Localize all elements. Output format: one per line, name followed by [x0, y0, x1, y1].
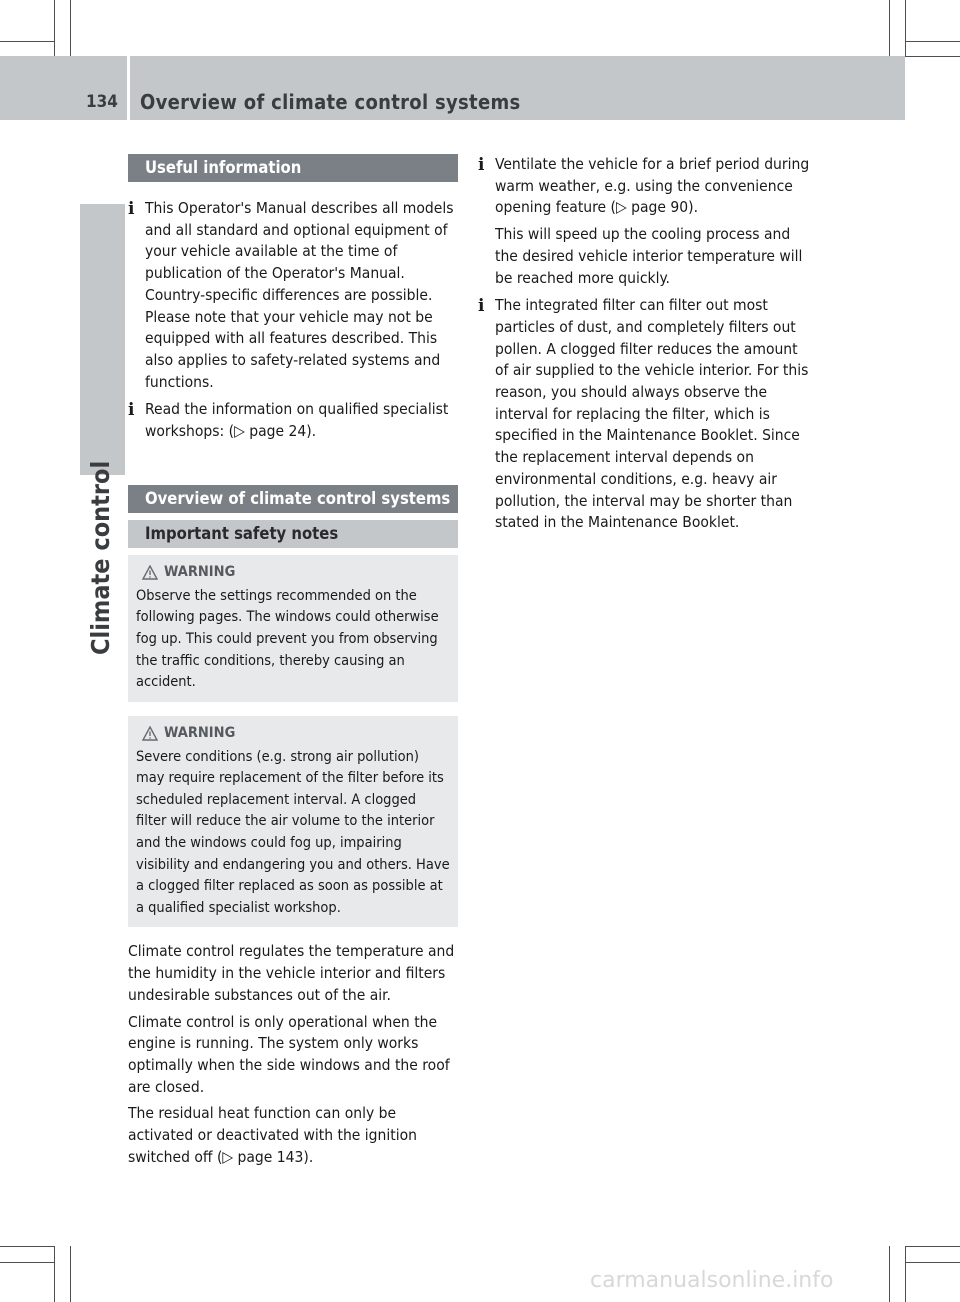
info-text: The integrated filter can filter out most particles of dust, and completely filters out pollen. A clogged filter reduces the amount of air supplied to the vehicle interior. For this reason, you should always observe the interval for replacing the filter, which is specified in the Maintenance Booklet. Since the replacement interval depends on environmental conditions, e.g. heavy air pollution, the interval may be shorter than stated in the Maintenance Booklet.	[495, 296, 809, 532]
crop-mark	[889, 0, 890, 56]
warning-box	[128, 555, 458, 702]
crop-mark	[905, 1246, 960, 1247]
info-text: Read the information on qualified specialist workshops: (▷ page 24).	[145, 400, 449, 441]
crop-mark	[905, 0, 906, 56]
crop-mark	[54, 1246, 55, 1302]
info-text: This Operator's Manual describes all models and all standard and optional equipment of your vehicle available at the time of publication of the Operator's Manual. Country-specific differences are possible. Please note that your vehicle may not be equipped with all features described. This also applies to safety-related systems and functions.	[145, 199, 454, 391]
crop-mark	[70, 1246, 71, 1302]
chapter-tab	[80, 204, 125, 475]
info-icon: i	[478, 155, 485, 175]
crop-mark	[905, 1246, 906, 1302]
crop-mark	[889, 1246, 890, 1302]
info-icon: i	[478, 296, 485, 317]
running-title: Overview of climate control systems	[140, 90, 521, 114]
crop-mark	[0, 41, 54, 42]
warning-text: Severe conditions (e.g. strong air pollution) may require replacement of the filter before its scheduled replacement interval. A clogged filter will reduce the air volume to the interior and the windows could fog up, impairing visibility and endangering you and others. Have a clogged filter replaced as soon as possible at a qualified specialist workshop.	[136, 748, 450, 916]
useful-info-heading: Useful information	[128, 154, 458, 182]
warning-label: WARNING	[164, 563, 236, 580]
warning-triangle-icon	[142, 565, 158, 580]
info-note	[478, 295, 814, 534]
right-column	[478, 154, 814, 539]
body-paragraph: The residual heat function can only be activated or deactivated with the ignition switched off (▷ page 143).	[128, 1104, 417, 1166]
crop-mark	[0, 1262, 54, 1263]
body-paragraph: Climate control is only operational when the engine is running. The system only works optimally when the side windows and the roof are closed.	[128, 1012, 450, 1096]
section-heading: Overview of climate control systems	[128, 485, 458, 513]
chapter-label	[80, 460, 125, 660]
crop-mark	[54, 0, 55, 56]
crop-mark	[905, 56, 960, 57]
warning-title	[136, 562, 450, 584]
info-note	[478, 154, 814, 289]
warning-title	[136, 723, 450, 745]
warning-box	[128, 716, 458, 928]
info-icon: i	[128, 400, 135, 421]
page-header	[0, 56, 905, 120]
warning-label: WARNING	[164, 724, 236, 741]
crop-mark	[0, 1246, 54, 1247]
crop-mark	[905, 41, 960, 42]
info-note	[128, 198, 458, 393]
info-text: This will speed up the cooling process and the desired vehicle interior temperature will be reached more quickly.	[495, 225, 803, 287]
header-divider	[127, 56, 130, 120]
info-text: Ventilate the vehicle for a brief period during warm weather, e.g. using the convenience opening feature (▷ page 90).	[495, 155, 810, 217]
info-icon: i	[128, 199, 135, 219]
warning-text: Observe the settings recommended on the following pages. The windows could otherwise fog up. This could prevent you from observing the traffic conditions, thereby causing an accident.	[136, 587, 439, 691]
chapter-label-text: Climate control	[86, 460, 115, 655]
left-column	[128, 154, 458, 1173]
subsection-heading: Important safety notes	[128, 520, 458, 548]
crop-mark	[70, 0, 71, 56]
body-paragraph: Climate control regulates the temperature and the humidity in the vehicle interior and filters undesirable substances out of the air.	[128, 942, 455, 1004]
warning-triangle-icon	[142, 726, 158, 741]
info-note	[128, 399, 458, 442]
page-number: 134	[86, 92, 118, 112]
crop-mark	[905, 1262, 960, 1263]
watermark: carmanualsonline.info	[590, 1268, 834, 1293]
